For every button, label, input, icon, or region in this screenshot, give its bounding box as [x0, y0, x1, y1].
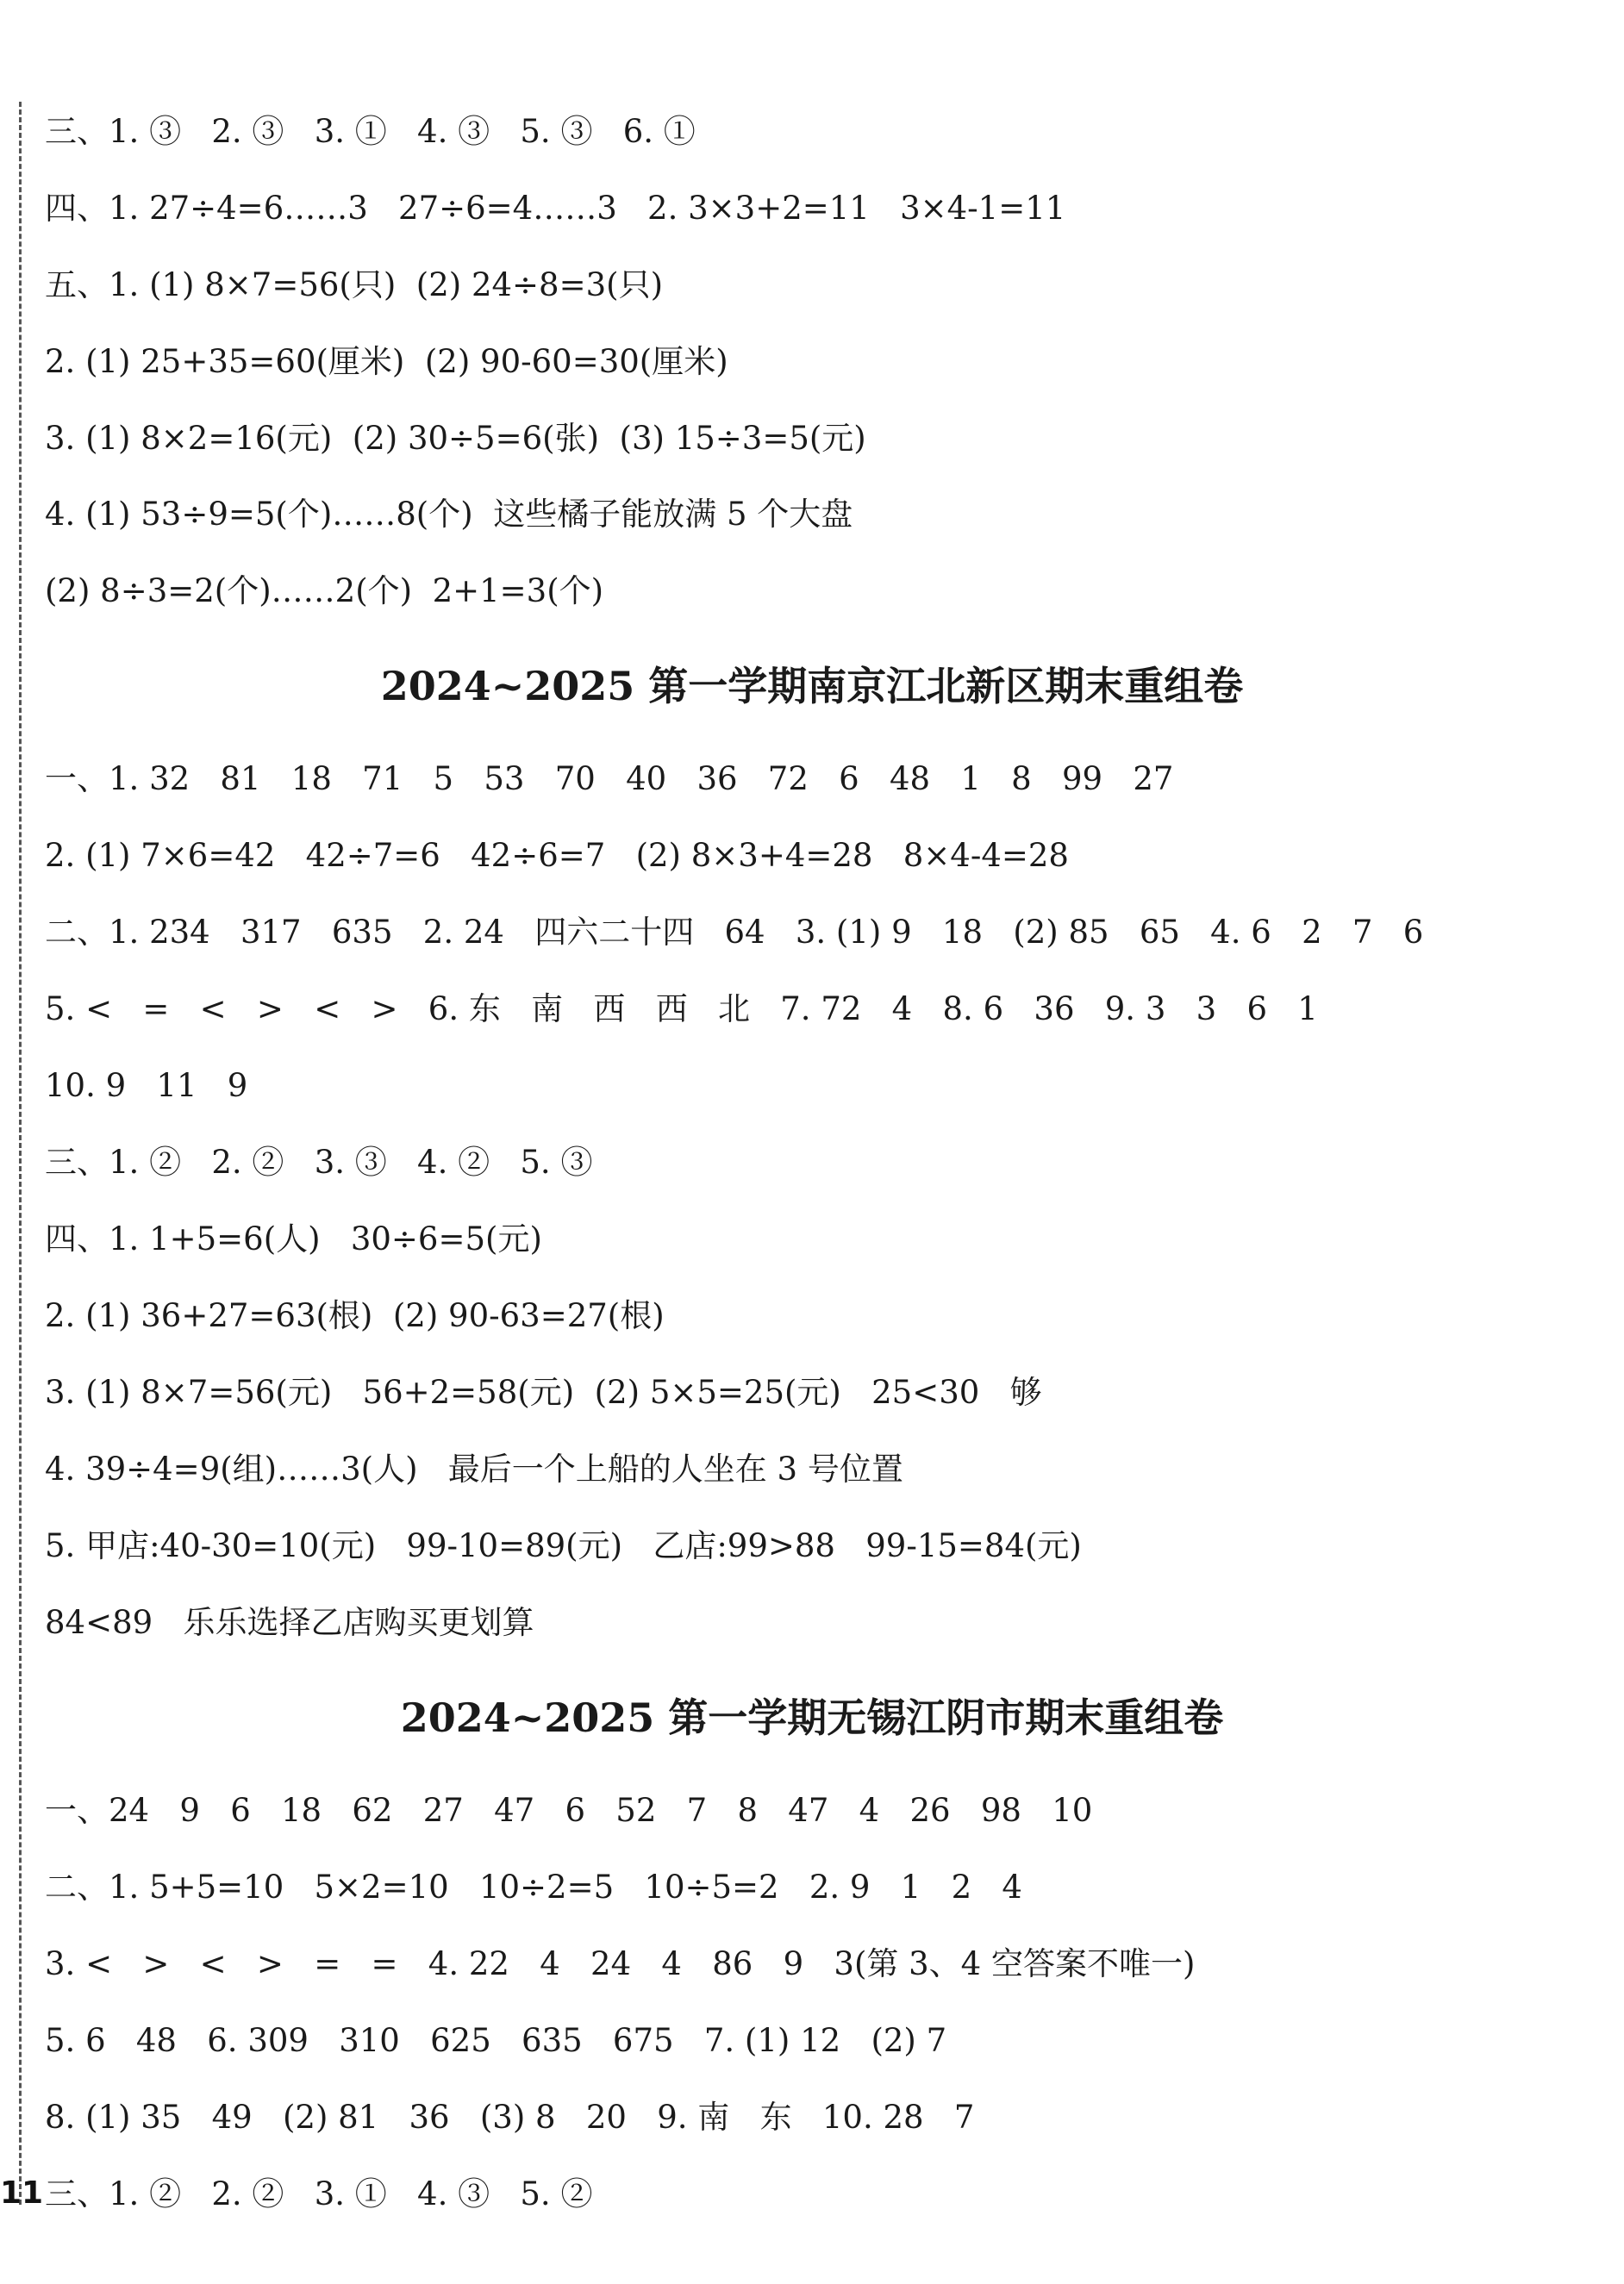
answer-line: 2. (1) 25+35=60(厘米) (2) 90-60=30(厘米) [45, 343, 728, 380]
page-number: 11 [0, 2175, 44, 2211]
answer-line: 5. < = < > < > 6. 东 南 西 西 北 7. 72 4 8. 6 36 9. 3 3 6 1 [45, 990, 1318, 1027]
answer-line: 2. (1) 36+27=63(根) (2) 90-63=27(根) [45, 1297, 665, 1334]
section-heading: 2024~2025 第一学期南京江北新区期末重组卷 [380, 663, 1244, 709]
answer-line: 3. < > < > = = 4. 22 4 24 4 86 9 3(第 3、4 空答案不唯一) [45, 1945, 1196, 1982]
answer-line: 8. (1) 35 49 (2) 81 36 (3) 8 20 9. 南 东 10. 28 7 [45, 2099, 975, 2136]
answer-line: 2. (1) 7×6=42 42÷7=6 42÷6=7 (2) 8×3+4=28 8×4-4=28 [45, 837, 1069, 874]
answer-line: 二、1. 5+5=10 5×2=10 10÷2=5 10÷5=2 2. 9 1 2 4 [45, 1869, 1022, 1906]
answer-line: 3. (1) 8×2=16(元) (2) 30÷5=6(张) (3) 15÷3=5(元) [45, 420, 866, 457]
answer-line: 4. 39÷4=9(组)……3(人) 最后一个上船的人坐在 3 号位置 [45, 1451, 903, 1488]
answer-line: 5. 甲店:40-30=10(元) 99-10=89(元) 乙店:99>88 99-15=84(元) [45, 1527, 1082, 1564]
answer-line: 三、1. ② 2. ② 3. ① 4. ③ 5. ② [45, 2175, 593, 2212]
answer-line: 84<89 乐乐选择乙店购买更划算 [45, 1604, 534, 1641]
answer-line: 一、24 9 6 18 62 27 47 6 52 7 8 47 4 26 98 10 [45, 1792, 1093, 1829]
answer-line: 5. 6 48 6. 309 310 625 635 675 7. (1) 12 (2) 7 [45, 2022, 947, 2059]
answer-line: 3. (1) 8×7=56(元) 56+2=58(元) (2) 5×5=25(元) 25<30 够 [45, 1374, 1042, 1411]
answer-line: 三、1. ③ 2. ③ 3. ① 4. ③ 5. ③ 6. ① [45, 113, 696, 150]
answer-line: 四、1. 1+5=6(人) 30÷6=5(元) [45, 1220, 542, 1257]
section-heading: 2024~2025 第一学期无锡江阴市期末重组卷 [400, 1694, 1224, 1741]
answer-line: 一、1. 32 81 18 71 5 53 70 40 36 72 6 48 1 8 99 27 [45, 760, 1174, 797]
answer-line: 二、1. 234 317 635 2. 24 四六二十四 64 3. (1) 9 18 (2) 85 65 4. 6 2 7 6 [45, 914, 1424, 951]
answer-line: 三、1. ② 2. ② 3. ③ 4. ② 5. ③ [45, 1144, 593, 1181]
answer-line: 4. (1) 53÷9=5(个)……8(个) 这些橘子能放满 5 个大盘 [45, 496, 853, 533]
answer-line: 10. 9 11 9 [45, 1067, 248, 1104]
binding-margin-line [19, 102, 22, 2205]
answer-line: 五、1. (1) 8×7=56(只) (2) 24÷8=3(只) [45, 266, 664, 303]
answer-line: 四、1. 27÷4=6……3 27÷6=4……3 2. 3×3+2=11 3×4-1=11 [45, 190, 1066, 227]
answer-line: (2) 8÷3=2(个)……2(个) 2+1=3(个) [45, 572, 604, 609]
